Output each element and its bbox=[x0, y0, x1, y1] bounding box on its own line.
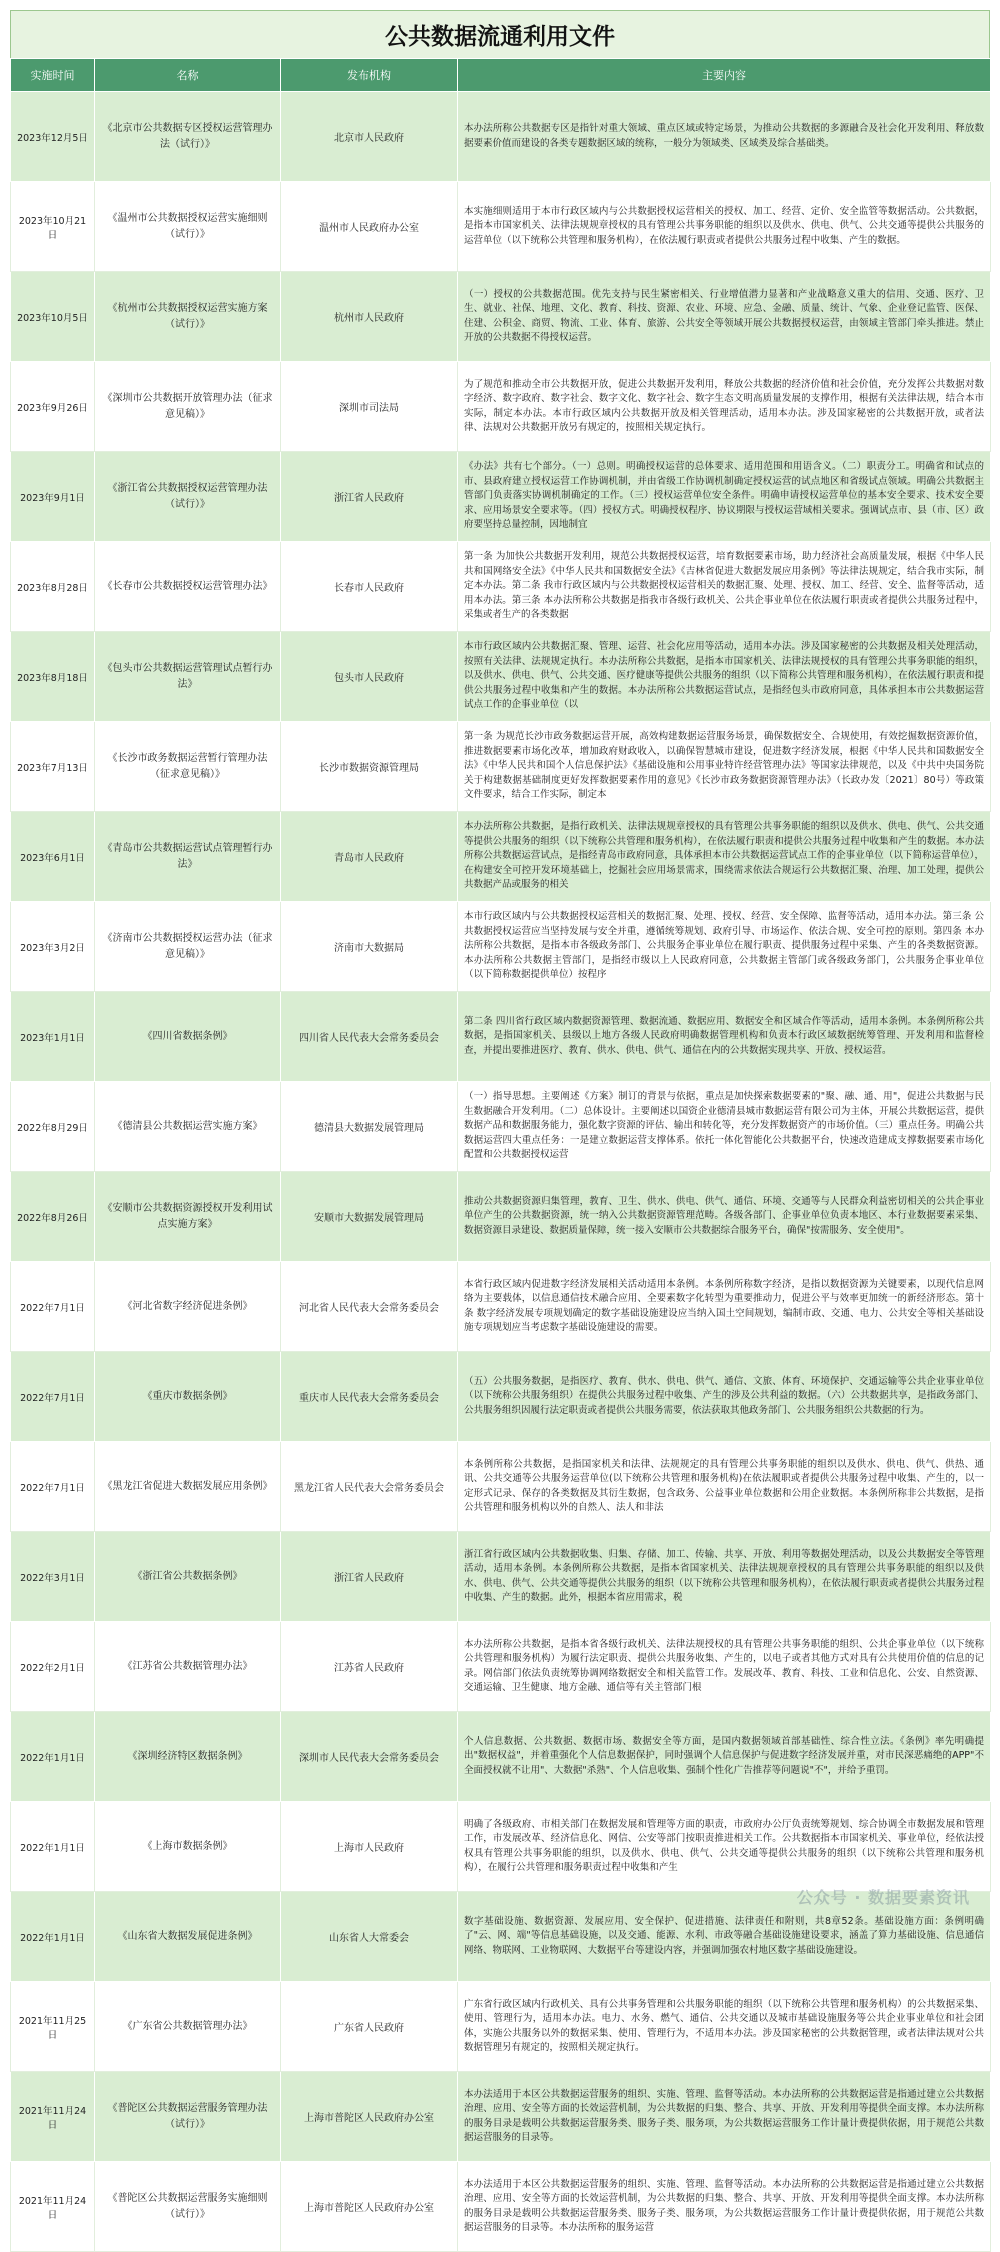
cell-org: 青岛市人民政府 bbox=[281, 812, 458, 902]
cell-date: 2023年9月26日 bbox=[11, 362, 95, 452]
cell-org: 深圳市司法局 bbox=[281, 362, 458, 452]
cell-content bbox=[458, 92, 991, 182]
content-text: 第一条 为规范长沙市政务数据运营开展，高效构建数据运营服务场景，确保数据安全、合规使用，有效挖掘数据资源价值，推进数据要素市场化改革，增加政府财政收入，以确保智慧城市建设，促进数字经济发展，根据《中华人民共和国数据安全法》《中华人民共和国个人信息保护法》《基础设施和公用事业特许经营管理办法》等国家法律规范，以及《中共中央国务院关于构建数据基础制度更好发挥数据要素作用的意见》《长沙市政务数据资源管理办法》（长政办发〔2021〕80号）等政策文件要求，结合工作实际，制定本 bbox=[464, 731, 984, 801]
table-row bbox=[11, 452, 991, 542]
cell-name: 《北京市公共数据专区授权运营管理办法（试行）》 bbox=[95, 92, 281, 182]
cell-name: 《浙江省公共数据条例》 bbox=[95, 1532, 281, 1622]
cell-org: 北京市人民政府 bbox=[281, 92, 458, 182]
cell-content bbox=[458, 992, 991, 1082]
cell-name: 《河北省数字经济促进条例》 bbox=[95, 1262, 281, 1352]
cell-date: 2023年10月5日 bbox=[11, 272, 95, 362]
cell-date: 2022年1月1日 bbox=[11, 1802, 95, 1892]
cell-date: 2023年8月28日 bbox=[11, 542, 95, 632]
cell-content bbox=[458, 272, 991, 362]
content-text: 为了规范和推动全市公共数据开放，促进公共数据开发利用，释放公共数据的经济价值和社会价值，充分发挥公共数据对数字经济、数字政府、数字社会、数字文化、数字社会、数字生态文明高质量发展的支撑作用，根据有关法律法规，结合本市实际，制定本办法。本市行政区域内公共数据开放及相关管理活动，适用本办法。涉及国家秘密的公共数据开放，或者法律、法规对公共数据开放另有规定的，按照相关规定执行。 bbox=[464, 378, 984, 433]
content-text: 第二条 四川省行政区域内数据资源管理、数据流通、数据应用、数据安全和区域合作等活动，适用本条例。本条例所称公共数据，是指国家机关、县级以上地方各级人民政府明确数据管理机构和负责本行政区域数据统筹管理、开发利用和监督检查，并提出要推进医疗、教育、供水、供电、供气、通信在内的公共数据实现共享、开放、授权运营。 bbox=[464, 1015, 984, 1056]
cell-org: 上海市普陀区人民政府办公室 bbox=[281, 2072, 458, 2162]
header-content: 主要内容 bbox=[458, 59, 991, 92]
table-row bbox=[11, 1352, 991, 1442]
cell-name: 《四川省数据条例》 bbox=[95, 992, 281, 1082]
table-row bbox=[11, 632, 991, 722]
cell-name: 《广东省公共数据管理办法》 bbox=[95, 1982, 281, 2072]
table-row bbox=[11, 1712, 991, 1802]
content-text: （五）公共服务数据，是指医疗、教育、供水、供电、供气、通信、文旅、体育、环境保护、交通运输等公共企业事业单位（以下统称公共服务组织）在提供公共服务过程中收集、产生的涉及公共利益的数据。（六）公共数据共享，是指政务部门、公共服务组织因履行法定职责或者提供公共服务需要，依法获取其他政务部门、公共服务组织公共数据的行为。 bbox=[464, 1375, 984, 1416]
cell-content bbox=[458, 452, 991, 542]
cell-date: 2022年7月1日 bbox=[11, 1262, 95, 1352]
cell-content bbox=[458, 1082, 991, 1172]
cell-org: 包头市人民政府 bbox=[281, 632, 458, 722]
table-row bbox=[11, 722, 991, 812]
content-text: 本市行政区域内公共数据汇聚、管理、运营、社会化应用等活动，适用本办法。涉及国家秘密的公共数据及相关处理活动，按照有关法律、法规规定执行。本办法所称公共数据，是指本市国家机关、法律法规授权的具有管理公共事务职能的组织，以及供水、供电、供气、公共交通、医疗健康等提供公共服务的组织（以下简称公共管理和服务机构），在依法履行职责和提供公共服务过程中收集和产生的数据。本办法所称公共数据运营试点，是指经包头市政府同意，具体承担本市公共数据运营试点工作的企事业单位（以 bbox=[464, 641, 984, 711]
table-row bbox=[11, 1172, 991, 1262]
cell-date: 2023年9月1日 bbox=[11, 452, 95, 542]
cell-org: 江苏省人民政府 bbox=[281, 1622, 458, 1712]
cell-date: 2021年11月25日 bbox=[11, 1982, 95, 2072]
cell-content bbox=[458, 1712, 991, 1802]
cell-org: 四川省人民代表大会常务委员会 bbox=[281, 992, 458, 1082]
cell-org: 温州市人民政府办公室 bbox=[281, 182, 458, 272]
content-text: 本办法所称公共数据，是指行政机关、法律法规规章授权的具有管理公共事务职能的组织以及供水、供电、供气、公共交通等提供公共服务的组织（以下统称公共管理和服务机构），在依法履行职责和提供公共服务过程中收集和产生的数据。本办法所称公共数据运营试点，是指经青岛市政府同意，具体承担本市公共数据运营试点工作的企事业单位（以下简称运营单位），在构建安全可控开发环境基础上，挖掘社会应用场景需求，围绕需求依法合规运行公共数据汇聚、治理、加工处理，提供公共数据产品或服务的相关 bbox=[464, 821, 984, 891]
table-row bbox=[11, 92, 991, 182]
table-row bbox=[11, 1982, 991, 2072]
table-row bbox=[11, 362, 991, 452]
cell-org: 长沙市数据资源管理局 bbox=[281, 722, 458, 812]
table-row bbox=[11, 1802, 991, 1892]
cell-org: 德清县大数据发展管理局 bbox=[281, 1082, 458, 1172]
cell-content bbox=[458, 1982, 991, 2072]
cell-date: 2023年10月21日 bbox=[11, 182, 95, 272]
cell-content bbox=[458, 1802, 991, 1892]
table-row bbox=[11, 182, 991, 272]
table-header-row bbox=[11, 59, 991, 92]
table-body bbox=[11, 92, 991, 2252]
cell-content bbox=[458, 1172, 991, 1262]
table-row bbox=[11, 902, 991, 992]
cell-name: 《德清县公共数据运营实施方案》 bbox=[95, 1082, 281, 1172]
content-text: 广东省行政区域内行政机关、具有公共事务管理和公共服务职能的组织（以下统称公共管理和服务机构）的公共数据采集、使用、管理行为，适用本办法。电力、水务、燃气、通信、公共交通以及城市基础设施服务等公共企业事业单位和社会团体，实施公共服务以外的数据采集、使用、管理行为，不适用本办法。涉及国家秘密的公共数据管理，或者法律法规对公共数据管理另有规定的，按照相关规定执行。 bbox=[464, 1998, 984, 2053]
cell-name: 《青岛市公共数据运营试点管理暂行办法》 bbox=[95, 812, 281, 902]
cell-org: 安顺市大数据发展管理局 bbox=[281, 1172, 458, 1262]
cell-org: 浙江省人民政府 bbox=[281, 452, 458, 542]
cell-org: 河北省人民代表大会常务委员会 bbox=[281, 1262, 458, 1352]
cell-date: 2022年7月1日 bbox=[11, 1352, 95, 1442]
table-row bbox=[11, 2162, 991, 2252]
content-text: 本办法所称公共数据，是指本省各级行政机关、法律法规授权的具有管理公共事务职能的组织、公共企事业单位（以下统称公共管理和服务机构）为履行法定职责、提供公共服务收集、产生的，以电子或者其他方式对具有公共使用价值的信息的记录。网信部门依法负责统筹协调网络数据安全和相关监管工作。发展改革、教育、科技、工业和信息化、公安、自然资源、交通运输、卫生健康、地方金融、通信等有关主管部门根 bbox=[464, 1638, 984, 1693]
content-text: 数字基础设施、数据资源、发展应用、安全保护、促进措施、法律责任和附则，共8章52条。基础设施方面：条例明确了"云、网、端"等信息基础设施，以及交通、能源、水利、市政等融合基础设施建设要求，涵盖了算力基础设施、信息通信网络、物联网、工业物联网、大数据平台等建设内容，并强调加强农村地区数字基础设施建设。 bbox=[464, 1915, 984, 1956]
content-text: 个人信息数据、公共数据、数据市场、数据安全等方面，是国内数据领域首部基础性、综合性立法。《条例》率先明确提出"数据权益"，并着重强化个人信息数据保护，同时强调个人信息保护与促进数字经济发展并重，对市民深恶痛绝的APP"不全面授权就不让用"、大数据"杀熟"、个人信息收集、强制个性化广告推荐等问题说"不"，并给予重罚。 bbox=[464, 1735, 984, 1776]
cell-name: 《长春市公共数据授权运营管理办法》 bbox=[95, 542, 281, 632]
document-title: 公共数据流通利用文件 bbox=[10, 10, 990, 58]
cell-name: 《江苏省公共数据管理办法》 bbox=[95, 1622, 281, 1712]
content-text: 推动公共数据资源归集管理，教育、卫生、供水、供电、供气、通信、环境、交通等与人民群众利益密切相关的公共企事业单位产生的公共数据资源，统一纳入公共数据资源管理范畴。各级各部门、企事业单位负责本地区、本行业数据要素采集、数据资源目录建设、数据质量保障，统一接入安顺市公共数据综合服务平台，确保"按需服务、安全使用"。 bbox=[464, 1195, 984, 1236]
table-row bbox=[11, 812, 991, 902]
cell-date: 2022年7月1日 bbox=[11, 1442, 95, 1532]
cell-date: 2022年1月1日 bbox=[11, 1712, 95, 1802]
cell-content bbox=[458, 722, 991, 812]
cell-content bbox=[458, 2072, 991, 2162]
table-row bbox=[11, 1262, 991, 1352]
header-name: 名称 bbox=[95, 59, 281, 92]
cell-date: 2023年6月1日 bbox=[11, 812, 95, 902]
header-date: 实施时间 bbox=[11, 59, 95, 92]
cell-content bbox=[458, 2162, 991, 2252]
table-row bbox=[11, 992, 991, 1082]
table-row bbox=[11, 1082, 991, 1172]
cell-date: 2023年1月1日 bbox=[11, 992, 95, 1082]
cell-content bbox=[458, 632, 991, 722]
cell-date: 2022年2月1日 bbox=[11, 1622, 95, 1712]
cell-org: 上海市普陀区人民政府办公室 bbox=[281, 2162, 458, 2252]
table-row bbox=[11, 1622, 991, 1712]
cell-org: 广东省人民政府 bbox=[281, 1982, 458, 2072]
cell-content bbox=[458, 542, 991, 632]
cell-content bbox=[458, 182, 991, 272]
cell-date: 2022年8月29日 bbox=[11, 1082, 95, 1172]
policy-table bbox=[10, 58, 991, 2252]
cell-name: 《济南市公共数据授权运营办法（征求意见稿）》 bbox=[95, 902, 281, 992]
table-row bbox=[11, 2072, 991, 2162]
cell-content bbox=[458, 1532, 991, 1622]
cell-name: 《杭州市公共数据授权运营实施方案（试行）》 bbox=[95, 272, 281, 362]
cell-content bbox=[458, 902, 991, 992]
content-text: （一）授权的公共数据范围。优先支持与民生紧密相关、行业增值潜力显著和产业战略意义重大的信用、交通、医疗、卫生、就业、社保、地理、文化、教育、科技、资源、农业、环境、应急、金融、质量、统计、气象、企业登记监管、医保、住建、公积金、商贸、物流、工业、体育、旅游、公共安全等领域开展公共数据授权运营，由领域主管部门牵头推进。禁止开放的公共数据不得授权运营。 bbox=[464, 288, 984, 343]
cell-name: 《重庆市数据条例》 bbox=[95, 1352, 281, 1442]
cell-date: 2022年1月1日 bbox=[11, 1892, 95, 1982]
cell-date: 2022年8月26日 bbox=[11, 1172, 95, 1262]
cell-name: 《普陀区公共数据运营服务管理办法（试行）》 bbox=[95, 2072, 281, 2162]
cell-content bbox=[458, 1262, 991, 1352]
content-text: 本实施细则适用于本市行政区域内与公共数据授权运营相关的授权、加工、经营、定价、安全监管等数据活动。公共数据，是指本市国家机关、法律法规规章授权的具有管理公共事务职能的组织以及供水、供电、供气、公共交通等提供公共服务的运营单位（以下统称公共管理和服务机构），在依法履行职责或者提供公共服务过程中收集、产生的数据。 bbox=[464, 205, 984, 246]
content-text: 本市行政区域内与公共数据授权运营相关的数据汇聚、处理、授权、经营、安全保障、监督等活动，适用本办法。第三条 公共数据授权运营应当坚持发展与安全并重，遵循统筹规划、政府引导、市场运作、依法合规、安全可控的原则。第四条 本办法所称公共数据，是指本市各级政务部门、公共服务企事业单位在履行职责、提供服务过程中采集、产生的各类数据资源。本办法所称公共数据主管部门，是指经市级以上人民政府同意，公共数据主管部门或各级政务部门，公共服务企事业单位（以下简称数据提供单位）按程序 bbox=[464, 911, 984, 981]
cell-org: 山东省人大常委会 bbox=[281, 1892, 458, 1982]
cell-org: 杭州市人民政府 bbox=[281, 272, 458, 362]
table-row bbox=[11, 1442, 991, 1532]
content-text: 浙江省行政区域内公共数据收集、归集、存储、加工、传输、共享、开放、利用等数据处理活动，以及公共数据安全等管理活动，适用本条例。本条例所称公共数据，是指本省国家机关、法律法规规章授权的具有管理公共事务职能的组织以及供水、供电、供气、公共交通等提供公共服务的组织（以下统称公共管理和服务机构），在依法履行职责或者提供公共服务过程中收集、产生的数据。此外，根据本省应用需求，税 bbox=[464, 1548, 984, 1603]
cell-org: 重庆市人民代表大会常务委员会 bbox=[281, 1352, 458, 1442]
content-text: 第一条 为加快公共数据开发利用，规范公共数据授权运营，培育数据要素市场，助力经济社会高质量发展，根据《中华人民共和国网络安全法》《中华人民共和国数据安全法》《吉林省促进大数据发展应用条例》等法律法规规定，结合我市实际，制定本办法。第二条 我市行政区域内与公共数据授权运营相关的数据汇聚、处理、授权、加工、经营、安全、监督等活动，适用本办法。第三条 本办法所称公共数据是指我市各级行政机关、公共企事业单位在依法履行职责或者提供公共服务过程中，采集或者生产的各类数据 bbox=[464, 551, 984, 621]
cell-name: 《浙江省公共数据授权运营管理办法（试行）》 bbox=[95, 452, 281, 542]
content-text: 本办法所称公共数据专区是指针对重大领域、重点区域或特定场景，为推动公共数据的多源融合及社会化开发利用、释放数据要素价值而建设的各类专题数据区域的统称，一般分为领域类、区域类及综合基础类。 bbox=[464, 123, 984, 149]
cell-date: 2023年7月13日 bbox=[11, 722, 95, 812]
content-text: 本条例所称公共数据，是指国家机关和法律、法规规定的具有管理公共事务职能的组织以及供水、供电、供气、供热、通讯、公共交通等公共服务运营单位(以下统称公共管理和服务机构)在依法履职或者提供公共服务过程中收集、产生的，以一定形式记录、保存的各类数据及其衍生数据，包含政务、公益事业单位数据和公用企业数据。本条例所称非公共数据，是指公共管理和服务机构以外的自然人、法人和非法 bbox=[464, 1458, 984, 1513]
watermark: 公众号 · 数据要素资讯 bbox=[796, 1888, 970, 1907]
cell-content bbox=[458, 1622, 991, 1712]
cell-name: 《上海市数据条例》 bbox=[95, 1802, 281, 1892]
cell-org: 长春市人民政府 bbox=[281, 542, 458, 632]
cell-date: 2021年11月24日 bbox=[11, 2162, 95, 2252]
cell-name: 《深圳经济特区数据条例》 bbox=[95, 1712, 281, 1802]
header-org: 发布机构 bbox=[281, 59, 458, 92]
cell-org: 黑龙江省人民代表大会常务委员会 bbox=[281, 1442, 458, 1532]
cell-name: 《黑龙江省促进大数据发展应用条例》 bbox=[95, 1442, 281, 1532]
cell-date: 2022年3月1日 bbox=[11, 1532, 95, 1622]
content-text: 本办法适用于本区公共数据运营服务的组织、实施、管理、监督等活动。本办法所称的公共数据运营是指通过建立公共数据治理、应用、安全等方面的长效运营机制，为公共数据的归集、整合、共享、开放、开发利用等提供全面支撑。本办法所称的服务目录是载明公共数据运营服务类、服务子类、服务项，为公共数据运营服务工作计量计费提供依据，用于规范公共数据运营服务的目录等。本办法所称的服务运营 bbox=[464, 2178, 984, 2233]
cell-name: 《长沙市政务数据运营暂行管理办法（征求意见稿）》 bbox=[95, 722, 281, 812]
content-text: 本办法适用于本区公共数据运营服务的组织、实施、管理、监督等活动。本办法所称的公共数据运营是指通过建立公共数据治理、应用、安全等方面的长效运营机制，为公共数据的归集、整合、共享、开放、开发利用等提供全面支撑。本办法所称的服务目录是载明公共数据运营服务类、服务子类、服务项，为公共数据运营服务工作计量计费提供依据，用于规范公共数据运营服务的目录等。 bbox=[464, 2088, 984, 2143]
cell-org: 浙江省人民政府 bbox=[281, 1532, 458, 1622]
cell-name: 《深圳市公共数据开放管理办法（征求意见稿）》 bbox=[95, 362, 281, 452]
cell-content bbox=[458, 1442, 991, 1532]
table-row bbox=[11, 272, 991, 362]
cell-org: 上海市人民政府 bbox=[281, 1802, 458, 1892]
cell-date: 2023年3月2日 bbox=[11, 902, 95, 992]
cell-org: 济南市大数据局 bbox=[281, 902, 458, 992]
table-row bbox=[11, 1532, 991, 1622]
content-text: 《办法》共有七个部分。（一）总则。明确授权运营的总体要求、适用范围和用语含义。（二）职责分工。明确省和试点的市、县政府建立授权运营工作协调机制，并由省级工作协调机制确定授权运营的试点地区和省级试点领域。明确公共数据主管部门负责落实协调机制确定的工作。（三）授权运营单位安全条件。明确申请授权运营单位的基本安全要求、技术安全要求、应用场景安全要求等。（四）授权方式。明确授权程序、协议期限与授权运营域相关要求。强调试点市、县（市、区）政府要坚持总量控制，因地制宜 bbox=[464, 461, 984, 531]
cell-org: 深圳市人民代表大会常务委员会 bbox=[281, 1712, 458, 1802]
table-row bbox=[11, 542, 991, 632]
cell-content bbox=[458, 1352, 991, 1442]
cell-date: 2023年8月18日 bbox=[11, 632, 95, 722]
cell-name: 《温州市公共数据授权运营实施细则（试行）》 bbox=[95, 182, 281, 272]
cell-content bbox=[458, 812, 991, 902]
content-text: （一）指导思想。主要阐述《方案》制订的背景与依据，重点是加快探索数据要素的"聚、融、通、用"，促进公共数据与民生数据融合开发利用。（二）总体设计。主要阐述以国资企业德清县城市数据运营有限公司为主体，开展公共数据运营，提供数据产品和数据服务能力，强化数字资源的评估、输出和转化等，充分发挥数据资产的市场价值。（三）重点任务。明确公共数据运营四大重点任务：一是建立数据运营支撑体系。依托一体化智能化公共数据平台，快速改造建成支撑数据要素市场化配置和公共数据授权运营 bbox=[464, 1091, 984, 1161]
cell-content bbox=[458, 362, 991, 452]
cell-name: 《安顺市公共数据资源授权开发利用试点实施方案》 bbox=[95, 1172, 281, 1262]
cell-date: 2023年12月5日 bbox=[11, 92, 95, 182]
cell-name: 《普陀区公共数据运营服务实施细则（试行）》 bbox=[95, 2162, 281, 2252]
cell-date: 2021年11月24日 bbox=[11, 2072, 95, 2162]
cell-name: 《山东省大数据发展促进条例》 bbox=[95, 1892, 281, 1982]
cell-name: 《包头市公共数据运营管理试点暂行办法》 bbox=[95, 632, 281, 722]
content-text: 明确了各级政府、市相关部门在数据发展和管理等方面的职责，市政府办公厅负责统筹规划、综合协调全市数据发展和管理工作，市发展改革、经济信息化、网信、公安等部门按职责推进相关工作。公共数据指本市国家机关、事业单位，经依法授权具有管理公共事务职能的组织，以及供水、供电、供气、公共交通等提供公共服务的组织（以下统称公共管理和服务机构），在履行公共管理和服务职责过程中收集和产生 bbox=[464, 1818, 984, 1873]
content-text: 本省行政区域内促进数字经济发展相关活动适用本条例。本条例所称数字经济，是指以数据资源为关键要素，以现代信息网络为主要载体，以信息通信技术融合应用、全要素数字化转型为重要推动力，促进公平与效率更加统一的新经济形态。第十条 数字经济发展专项规划确定的数字基础设施建设应当纳入国土空间规划，编制市政、交通、电力、公共安全等相关基础设施专项规划应当考虑数字基础设施建设的需要。 bbox=[464, 1278, 984, 1333]
